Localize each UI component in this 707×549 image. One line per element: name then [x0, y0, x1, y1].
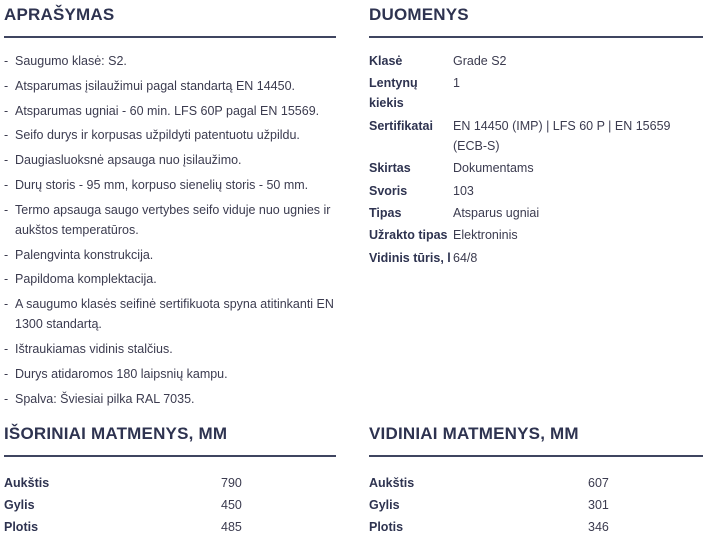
bullet-dash: -	[4, 272, 9, 287]
dimension-value: 450	[221, 498, 242, 512]
data-table	[369, 51, 703, 268]
list-item: - Atsparumas ugniai - 60 min. LFS 60P pagal EN 15569.	[4, 101, 336, 121]
list-item: - Palengvinta konstrukcija.	[4, 245, 336, 265]
data-key: Skirtas	[369, 161, 411, 176]
dimension-value: 790	[221, 476, 242, 490]
dimension-value: 607	[588, 476, 609, 490]
data-section	[369, 3, 703, 268]
table-row	[4, 472, 336, 494]
dimension-key: Gylis	[369, 498, 400, 512]
dimension-key: Aukštis	[369, 476, 415, 490]
table-row	[4, 516, 336, 538]
data-row-purpose	[369, 158, 703, 178]
bullet-dash: -	[4, 297, 9, 312]
bullet-dash: -	[4, 54, 9, 68]
list-item: - Termo apsauga saugo vertybes seifo viduje nuo ugnies ir aukštos temperatūros.	[4, 200, 336, 240]
list-item: - Spalva: Šviesiai pilka RAL 7035.	[4, 389, 336, 409]
data-key: Tipas	[369, 205, 402, 220]
outer-dimensions-table	[4, 472, 336, 538]
data-row-type	[369, 203, 703, 223]
data-value: Elektroninis	[453, 228, 518, 243]
bullet-dash: -	[4, 128, 9, 143]
table-row	[369, 516, 703, 538]
data-divider	[369, 36, 703, 38]
description-divider	[4, 36, 336, 38]
data-title: DUOMENYS	[369, 5, 469, 24]
data-value: Grade S2	[453, 54, 507, 68]
data-row-class	[369, 51, 703, 71]
bullet-dash: -	[4, 391, 9, 406]
description-section	[4, 3, 336, 413]
list-item: - A saugumo klasės seifinė sertifikuota spyna atitinkanti EN 1300 standartą.	[4, 294, 336, 334]
list-item: - Daugiasluoksnė apsauga nuo įsilaužimo.	[4, 150, 336, 170]
table-row	[369, 472, 703, 494]
dimension-key: Aukštis	[4, 476, 50, 490]
dimension-key: Plotis	[369, 520, 404, 534]
data-row-shelves	[369, 73, 703, 113]
data-row-weight	[369, 181, 703, 201]
bullet-dash: -	[4, 366, 9, 381]
data-row-volume	[369, 248, 703, 268]
outer-dimensions-section	[4, 422, 336, 538]
inner-dimensions-title: VIDINIAI MATMENYS, MM	[369, 424, 579, 443]
table-row	[369, 494, 703, 516]
data-value: Atsparus ugniai	[453, 205, 540, 220]
bullet-dash: -	[4, 341, 9, 356]
data-key: Sertifikatai	[369, 118, 433, 133]
table-row	[4, 494, 336, 516]
inner-dimensions-divider	[369, 455, 703, 457]
dimension-value: 301	[588, 498, 609, 512]
data-key: Lentynų kiekis	[369, 76, 418, 111]
dimension-value: 485	[221, 520, 242, 534]
inner-dimensions-table	[369, 472, 703, 538]
bullet-dash: -	[4, 153, 9, 168]
list-item: - Atsparumas įsilaužimui pagal standartą EN 14450.	[4, 76, 336, 96]
list-item: - Seifo durys ir korpusas užpildyti patentuotu užpildu.	[4, 125, 336, 145]
dimension-key: Gylis	[4, 498, 35, 512]
list-item: - Ištraukiamas vidinis stalčius.	[4, 339, 336, 359]
bullet-dash: -	[4, 202, 9, 217]
data-value: 64/8	[453, 250, 478, 265]
data-key: Užrakto tipas	[369, 228, 448, 243]
data-key: Klasė	[369, 54, 403, 68]
description-title: APRAŠYMAS	[4, 5, 115, 24]
bullet-dash: -	[4, 177, 9, 192]
data-value: EN 14450 (IMP) | LFS 60 P | EN 15659 (ECB-S)	[453, 118, 671, 153]
inner-dimensions-section	[369, 422, 703, 538]
outer-dimensions-divider	[4, 455, 336, 457]
list-item: - Durys atidaromos 180 laipsnių kampu.	[4, 364, 336, 384]
data-key: Svoris	[369, 183, 408, 198]
bullet-dash: -	[4, 103, 9, 118]
description-list	[4, 51, 336, 409]
data-row-lock-type	[369, 225, 703, 245]
list-item: - Saugumo klasė: S2.	[4, 51, 336, 71]
dimension-value: 346	[588, 520, 609, 534]
list-item: - Papildoma komplektacija.	[4, 269, 336, 289]
dimension-key: Plotis	[4, 520, 39, 534]
bullet-dash: -	[4, 78, 9, 93]
list-item: - Durų storis - 95 mm, korpuso sienelių storis - 50 mm.	[4, 175, 336, 195]
data-key: Vidinis tūris, l	[369, 250, 451, 265]
outer-dimensions-title: IŠORINIAI MATMENYS, MM	[4, 424, 228, 443]
data-row-certificates	[369, 116, 703, 156]
bullet-dash: -	[4, 247, 9, 262]
data-value: 1	[453, 76, 460, 91]
data-value: Dokumentams	[453, 161, 534, 176]
data-value: 103	[453, 183, 474, 198]
